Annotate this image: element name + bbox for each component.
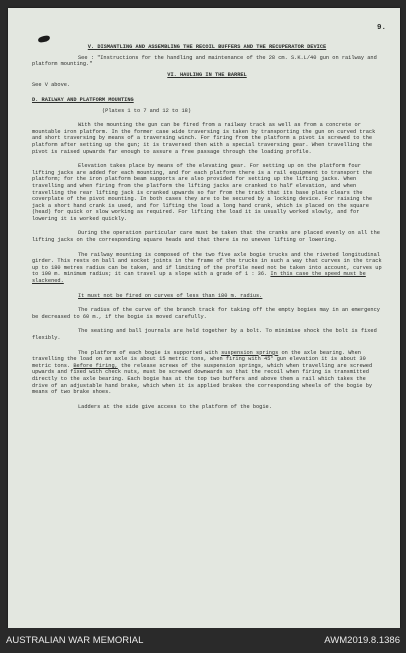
suspension-detail: the release screws of the suspension springs, which when travelling are screwed upwards and fixed with check nuts, must be screwed downwards so that the recoil when firing is transmitted directly to the axle bearing. Each bogie has at the top two buffers and above them a rail which takes the drive of an adjustable hand brake, which when it is applied brakes the corresponding wheels of the bogie by means of two brake shoes. [32,362,373,396]
document-body [32,44,382,410]
archive-footer [0,628,406,653]
heading-vi: VI. HAULING IN THE BARREL [167,71,247,78]
paragraph-operation-care: During the operation particular care must be taken that the cranks are placed evenly on all the lifting jacks on the corresponding square heads and that there is no uneven lifting or lowering. [32,230,380,244]
paragraph-railway-mounting [32,252,382,285]
paragraph-branch-track: The radius of the curve of the branch track for taking off the empty bogies may in an emergency be decreased to 60 m., if the bogie is moved carefully. [32,307,380,320]
paragraph-seating: The seating and ball journals are held together by a bolt. To minimise shock the bolt is fixed flexibly. [32,328,377,341]
suspension-load: on the axle bearing. When travelling the load on an axle is about 15 metric tons, when firing with 45° gun elevation it is about 30 metric tons. [32,349,366,369]
plates-note: (Plates 1 to 7 and 12 to 18) [102,107,192,114]
suspension-springs-term: suspension springs [221,349,279,356]
document-page [8,8,400,628]
suspension-intro: The platform of each bogie is supported with [78,349,218,356]
curve-warning: It must not be fired on curves of less than 180 m. radius. [78,292,263,299]
railway-mounting-text: The railway mounting is composed of the two five axle bogie trucks and the riveted longitudinal girder. This rests on ball and socket joints in the frame of the trucks in such a way that curves in the track up to 180 metres radius can be taken, and if limiting of the profile need not be taken into account, curves up to 100 m. minimum radius; it can travel up a slope with a grade of 1 : 36. [32,251,382,278]
heading-v: V. DISMANTLING AND ASSEMBLING THE RECOIL BUFFERS AND THE RECUPERATOR DEVICE [87,44,327,50]
speed-note: In this case the speed must be slackened. [32,271,366,285]
paragraph-suspension [32,350,382,396]
see-v-above: See V above. [32,82,71,89]
punch-hole-mark [38,35,51,43]
paragraph-firing-track: With the mounting the gun can be fired from a railway track as well as from a concrete or mountable iron platform. In the former case wide traversing is taken by transporting the gun on curved track and short traversing by means of a traversing winch. For firing from the platform a pivot is screwed to the platform after setting up the gun; it is traversed then with a special traversing gear. When travelling the pivot is raised upwards far enough to assure a free passage through the loading profile. [32,122,376,155]
footer-institution: AUSTRALIAN WAR MEMORIAL [6,635,144,646]
footer-catalog-id: AWM2019.8.1386 [324,635,400,646]
heading-d: D. RAILWAY AND PLATFORM MOUNTING [32,96,134,103]
before-firing-term: Before firing, [73,362,118,369]
paragraph-elevation: Elevation takes place by means of the elevating gear. For setting up on the platform four lifting jacks are added for each mounting, and for each platform there is a rail equipment to transport the platform; for the iron platform beam supports are also provided for setting up the lifting jacks. When travelling and when firing from the platform the lifting jacks are cranked to half elevation, and when travelling the rear lifting jack is cranked upwards so far from the track that its base plate clears the coverplate of the pivot mounting. In both cases they are to be secured by a locking device. For raising the jack a short hand crank is used, and for lifting the load a long hand crank, which is placed on the square (head) for quick or slow working as required. For lifting the load it is usually worked slowly, and for lowering it is worked quickly. [32,163,373,222]
see-instructions: See : "Instructions for the handling and maintenance of the 28 cm. S.K.L/40 gun on railway and platform mounting." [32,54,377,68]
page-number: 9. [376,24,386,32]
paragraph-ladders: Ladders at the side give access to the platform of the bogie. [78,403,272,410]
